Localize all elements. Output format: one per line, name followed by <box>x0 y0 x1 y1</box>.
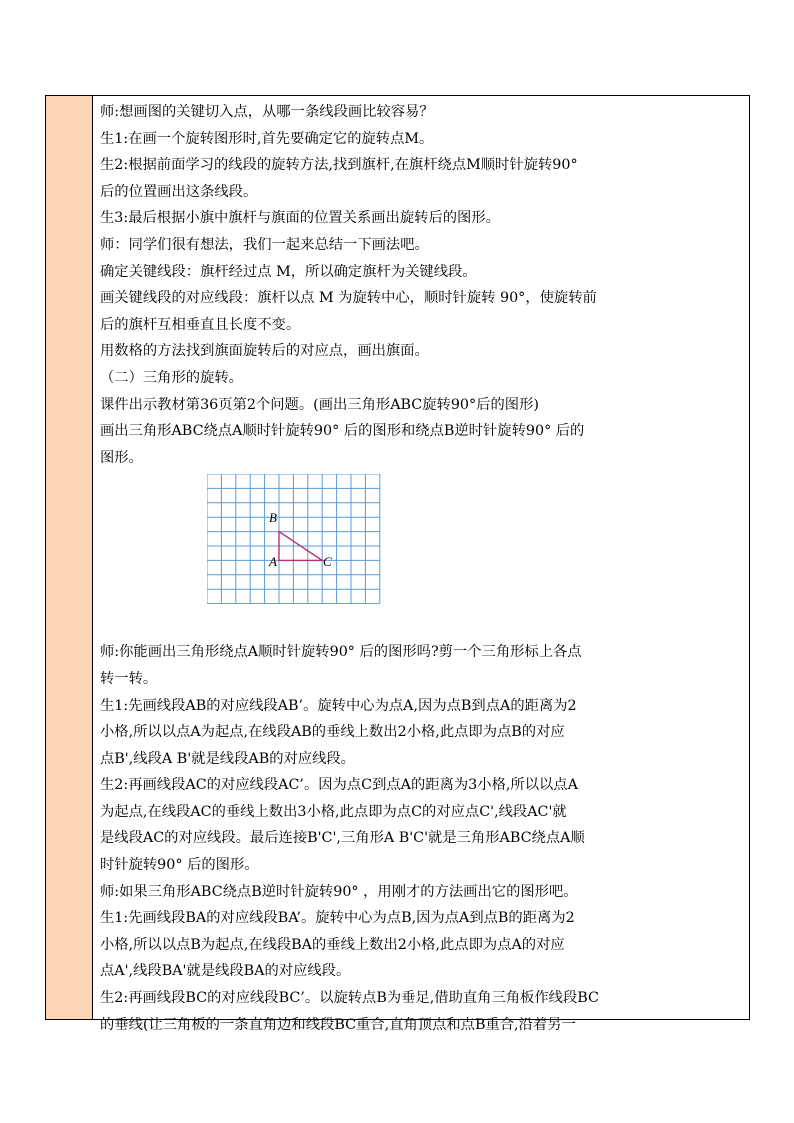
text-line: 生2:根据前面学习的线段的旋转方法,找到旗杆,在旗杆绕点M顺时针旋转90° <box>100 157 578 174</box>
text-line: 确定关键线段：旗杆经过点 M，所以确定旗杆为关键线段。 <box>100 263 477 280</box>
text-line: 为起点,在线段AC的垂线上数出3小格,此点即为点C的对应点C',线段AC'就 <box>100 803 567 820</box>
text-line: 点A',线段BA'就是线段BA的对应线段。 <box>100 963 351 980</box>
text-block-bottom <box>100 639 743 1038</box>
text-line: 小格,所以以点A为起点,在线段AB的垂线上数出2小格,此点即为点B的对应 <box>100 724 565 741</box>
text-line: 画关键线段的对应线段：旗杆以点 M 为旋转中心，顺时针旋转 90°，使旋转前 <box>100 290 597 307</box>
text-line: 生1:在画一个旋转图形时,首先要确定它的旋转点M。 <box>100 130 434 147</box>
text-line: 生1:先画线段BA的对应线段BA’。旋转中心为点B,因为点A到点B的距离为2 <box>100 910 575 927</box>
text-line: 的垂线(让三角板的一条直角边和线段BC重合,直角顶点和点B重合,沿着另一 <box>100 1016 576 1033</box>
left-column-shading <box>46 96 93 1019</box>
text-line: 时针旋转90° 后的图形。 <box>100 857 259 874</box>
lesson-content <box>93 96 749 1033</box>
text-line: 课件出示教材第36页第2个问题。(画出三角形ABC旋转90°后的图形) <box>100 396 539 413</box>
text-line: 后的位置画出这条线段。 <box>100 183 258 200</box>
grid-lines <box>207 474 380 604</box>
text-line: 点B',线段A B'就是线段AB的对应线段。 <box>100 750 355 767</box>
text-line: 师:你能画出三角形绕点A顺时针旋转90° 后的图形吗?剪一个三角形标上各点 <box>100 644 582 661</box>
text-line: 画出三角形ABC绕点A顺时针旋转90° 后的图形和绕点B逆时针旋转90° 后的 <box>100 423 585 440</box>
text-line: 生1:先画线段AB的对应线段AB’。旋转中心为点A,因为点B到点A的距离为2 <box>100 697 577 714</box>
text-line: 是线段AC的对应线段。最后连接B'C',三角形A B'C'就是三角形ABC绕点A顺 <box>100 830 585 847</box>
text-line: 后的旗杆互相垂直且长度不变。 <box>100 316 301 333</box>
grid-figure <box>100 474 743 609</box>
text-line: 生2:再画线段AC的对应线段AC’。因为点C到点A的距离为3小格,所以以点A <box>100 777 578 794</box>
text-line: 小格,所以以点B为起点,在线段BA的垂线上数出2小格,此点即为点A的对应 <box>100 936 565 953</box>
text-line: 用数格的方法找到旗面旋转后的对应点，画出旗面。 <box>100 343 429 360</box>
text-line: 生3:最后根据小旗中旗杆与旗面的位置关系画出旋转后的图形。 <box>100 210 500 227</box>
label-point-c: C <box>323 554 332 570</box>
label-point-b: B <box>269 510 277 526</box>
text-line: （二）三角形的旋转。 <box>100 369 243 386</box>
text-line: 师:想画图的关键切入点，从哪一条线段画比较容易？ <box>100 104 434 120</box>
label-point-a: A <box>269 554 277 570</box>
text-line: 生2:再画线段BC的对应线段BC’。以旋转点B为垂足,借助直角三角板作线段BC <box>100 990 599 1007</box>
text-block-top <box>100 99 743 471</box>
triangle-grid-diagram <box>207 474 387 604</box>
lesson-table <box>45 95 750 1033</box>
text-line: 师:如果三角形ABC绕点B逆时针旋转90° ，用刚才的方法画出它的图形吧。 <box>100 883 578 900</box>
text-line: 转一转。 <box>100 670 158 687</box>
text-line: 师：同学们很有想法，我们一起来总结一下画法吧。 <box>100 236 429 253</box>
text-line: 图形。 <box>100 449 143 466</box>
